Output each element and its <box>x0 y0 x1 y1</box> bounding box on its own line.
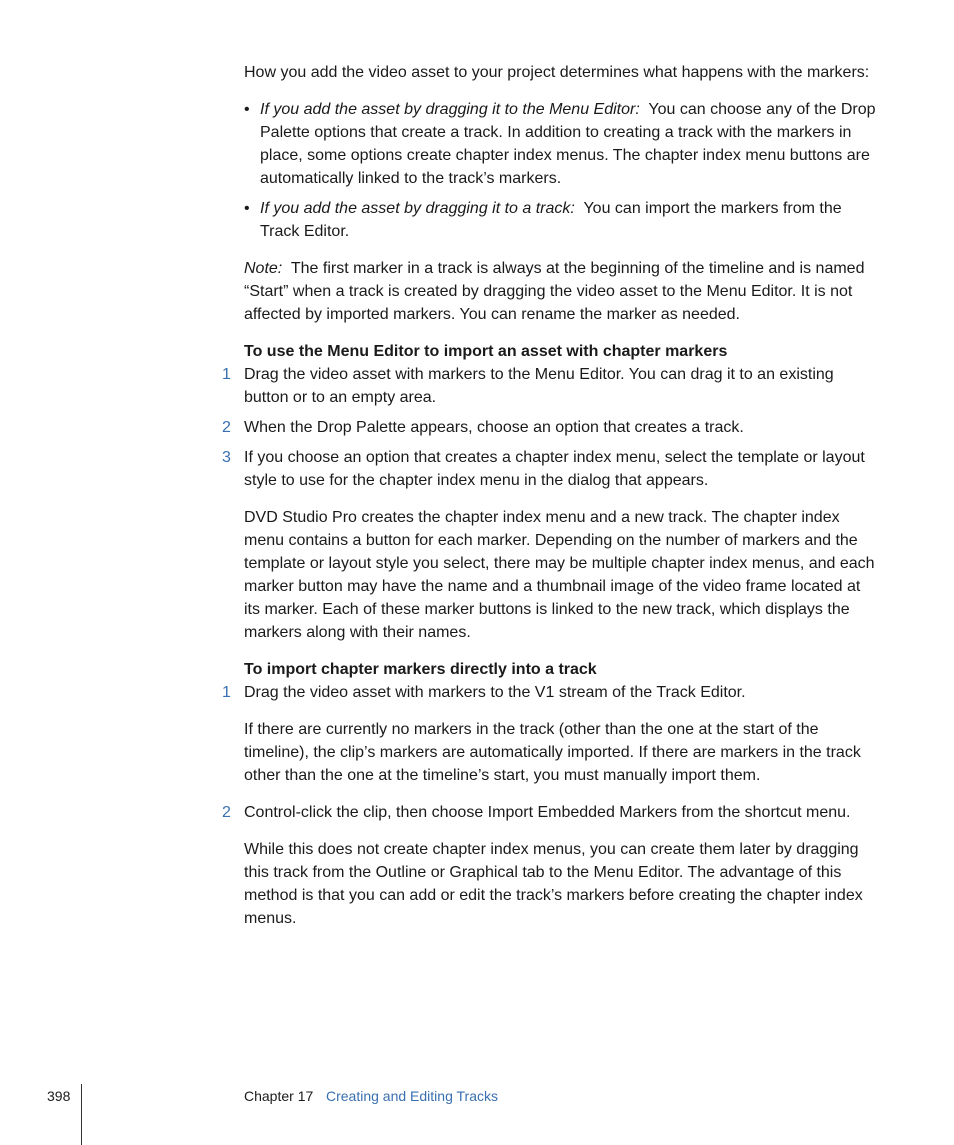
step-number: 3 <box>222 449 231 466</box>
step-text: Drag the video asset with markers to the Menu Editor. You can drag it to an existing button or to an empty area. <box>244 366 834 406</box>
step-detail: While this does not create chapter index menus, you can create them later by dragging this track from the Outline or Graphical tab to the Menu Editor. The advantage of this method is that you can add or edit the track’s markers before creating the chapter index menus. <box>244 841 863 927</box>
section-heading: To import chapter markers directly into a track <box>244 661 597 678</box>
bullet-lead: If you add the asset by dragging it to the Menu Editor: <box>260 101 640 118</box>
section-heading: To use the Menu Editor to import an asset with chapter markers <box>244 343 728 360</box>
page-content <box>222 61 878 944</box>
step-detail: If there are currently no markers in the track (other than the one at the start of the timeline), the clip’s markers are automatically imported. If there are markers in the track other than the one at the timeline’s start, you must manually import them. <box>244 721 861 784</box>
step-text: Drag the video asset with markers to the V1 stream of the Track Editor. <box>244 684 746 701</box>
step-item <box>222 801 878 824</box>
bullet-item <box>244 197 878 243</box>
bullet-item <box>244 98 878 190</box>
step-detail: DVD Studio Pro creates the chapter index menu and a new track. The chapter index menu contains a button for each marker. Depending on the number of markers and the template or layout style you select, there may be multiple chapter index menus, and each marker button may have the name and a thumbnail image of the video frame located at its marker. Each of these marker buttons is linked to the new track, which displays the markers along with their names. <box>244 509 875 641</box>
page-number: 398 <box>47 1088 71 1104</box>
step-item <box>222 416 878 439</box>
note-label: Note: <box>244 260 283 277</box>
step-text: If you choose an option that creates a chapter index menu, select the template or layout style to use for the chapter index menu in the dialog that appears. <box>244 449 865 489</box>
chapter-label: Chapter 17 <box>244 1088 314 1104</box>
intro-paragraph: How you add the video asset to your project determines what happens with the markers: <box>244 64 870 81</box>
note-paragraph <box>244 257 878 326</box>
chapter-title-link[interactable]: Creating and Editing Tracks <box>326 1088 498 1104</box>
step-number: 1 <box>222 366 231 383</box>
step-number: 2 <box>222 804 231 821</box>
bullet-text: You can choose any of the Drop Palette options that create a track. In addition to creating a track with the markers in place, some options create chapter index menus. The chapter index menu buttons are automatically linked to the track’s markers. <box>260 101 876 187</box>
step-item <box>222 681 878 704</box>
step-item <box>222 363 878 409</box>
footer-divider <box>81 1084 82 1145</box>
note-text: The first marker in a track is always at the beginning of the timeline and is named “Start” when a track is created by dragging the video asset to the Menu Editor. It is not affected by imported markers. You can rename the marker as needed. <box>244 260 865 323</box>
bullet-text: You can import the markers from the Track Editor. <box>260 200 842 240</box>
step-number: 1 <box>222 684 231 701</box>
bullet-dot: • <box>244 200 250 217</box>
step-text: Control-click the clip, then choose Import Embedded Markers from the shortcut menu. <box>244 804 851 821</box>
bullet-lead: If you add the asset by dragging it to a track: <box>260 200 575 217</box>
step-item <box>222 446 878 492</box>
step-number: 2 <box>222 419 231 436</box>
step-text: When the Drop Palette appears, choose an option that creates a track. <box>244 419 744 436</box>
bullet-dot: • <box>244 101 250 118</box>
